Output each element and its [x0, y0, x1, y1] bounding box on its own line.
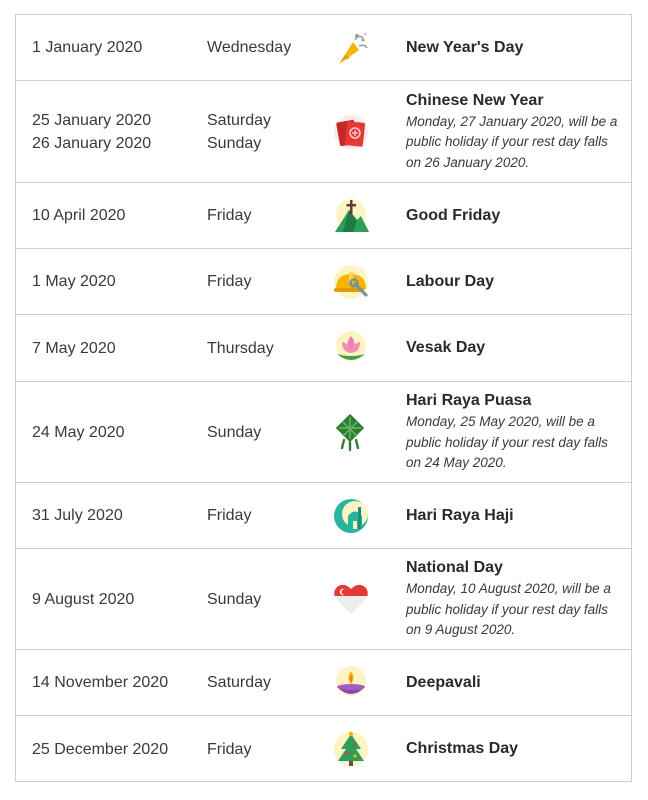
holiday-day-cell — [207, 81, 327, 182]
holiday-date-cell — [32, 716, 202, 782]
holiday-name-cell — [406, 483, 619, 548]
holiday-weekday: Friday — [207, 507, 252, 524]
holiday-weekday: Saturday — [207, 674, 272, 691]
holiday-row — [16, 81, 631, 183]
holiday-name-cell — [406, 382, 619, 482]
hard-hat-wrench-icon — [329, 249, 373, 314]
holiday-row — [16, 716, 631, 782]
holiday-name: Hari Raya Haji — [406, 506, 514, 524]
holiday-row — [16, 315, 631, 382]
holiday-weekday: Sunday — [207, 423, 262, 441]
holiday-weekday: Wednesday — [207, 39, 292, 56]
holiday-name-cell — [406, 183, 619, 248]
holiday-weekday: Friday — [207, 207, 252, 224]
red-packet-icon — [329, 81, 373, 182]
holiday-day-cell — [207, 483, 327, 548]
holiday-name: Chinese New Year — [406, 91, 544, 109]
holiday-day-cell — [207, 249, 327, 314]
holiday-note: Monday, 10 August 2020, will be a public holiday if your rest day falls on 9 August 2020. — [406, 581, 611, 638]
crescent-mosque-icon — [329, 483, 373, 548]
holiday-date-cell — [32, 249, 202, 314]
holiday-date: 1 May 2020 — [32, 273, 116, 290]
holiday-name-cell — [406, 249, 619, 314]
holiday-date: 31 July 2020 — [32, 507, 123, 524]
holiday-weekday: Sunday — [207, 590, 262, 608]
holiday-name: National Day — [406, 559, 503, 577]
holiday-day-cell — [207, 315, 327, 381]
holiday-weekday: Saturday — [207, 111, 272, 129]
holiday-date-cell — [32, 650, 202, 715]
holiday-date: 1 January 2020 — [32, 39, 143, 56]
holiday-name-cell — [406, 15, 619, 80]
holiday-date: 26 January 2020 — [32, 134, 152, 152]
holiday-note: Monday, 25 May 2020, will be a public holiday if your rest day falls on 24 May 2020. — [406, 414, 608, 471]
holiday-date-cell — [32, 81, 202, 182]
oil-lamp-icon — [329, 650, 373, 715]
holiday-weekday: Friday — [207, 273, 252, 290]
holiday-row — [16, 249, 631, 315]
holiday-date: 25 December 2020 — [32, 740, 169, 758]
holiday-date: 10 April 2020 — [32, 207, 126, 224]
holiday-day-cell — [207, 650, 327, 715]
holiday-name-cell — [406, 716, 619, 782]
holiday-day-cell — [207, 15, 327, 80]
holiday-name: Labour Day — [406, 272, 495, 290]
holiday-date: 7 May 2020 — [32, 339, 116, 357]
holiday-row — [16, 183, 631, 249]
holiday-name: Hari Raya Puasa — [406, 392, 532, 410]
holiday-row — [16, 382, 631, 483]
holiday-name: Good Friday — [406, 206, 501, 224]
holiday-weekday: Friday — [207, 740, 252, 758]
holiday-weekday: Sunday — [207, 134, 262, 152]
holiday-day-cell — [207, 183, 327, 248]
lotus-icon — [329, 315, 373, 381]
holiday-date-cell — [32, 315, 202, 381]
holiday-weekday: Thursday — [207, 339, 274, 357]
holiday-name: Christmas Day — [406, 740, 519, 757]
holiday-day-cell — [207, 716, 327, 782]
party-popper-icon — [329, 15, 373, 80]
holiday-day-cell — [207, 382, 327, 482]
holiday-date: 25 January 2020 — [32, 111, 152, 129]
holiday-date-cell — [32, 382, 202, 482]
holiday-table — [15, 14, 632, 782]
holiday-date: 24 May 2020 — [32, 423, 125, 441]
holiday-name: Vesak Day — [406, 339, 486, 356]
holiday-row — [16, 483, 631, 549]
holiday-day-cell — [207, 549, 327, 649]
holiday-name: New Year's Day — [406, 38, 524, 56]
holiday-note: Monday, 27 January 2020, will be a public holiday if your rest day falls on 26 January 2020. — [406, 113, 618, 170]
cross-on-hill-icon — [329, 183, 373, 248]
holiday-date-cell — [32, 15, 202, 80]
ketupat-icon — [329, 382, 373, 482]
singapore-heart-icon — [329, 549, 373, 649]
holiday-name: Deepavali — [406, 673, 481, 691]
holiday-name-cell — [406, 315, 619, 381]
holiday-row — [16, 15, 631, 81]
holiday-date-cell — [32, 483, 202, 548]
holiday-row — [16, 650, 631, 716]
holiday-date-cell — [32, 183, 202, 248]
holiday-row — [16, 549, 631, 650]
holiday-date: 9 August 2020 — [32, 590, 135, 608]
christmas-tree-icon — [329, 716, 373, 782]
holiday-date: 14 November 2020 — [32, 674, 169, 691]
holiday-name-cell — [406, 81, 619, 182]
holiday-name-cell — [406, 650, 619, 715]
holiday-name-cell — [406, 549, 619, 649]
holiday-date-cell — [32, 549, 202, 649]
